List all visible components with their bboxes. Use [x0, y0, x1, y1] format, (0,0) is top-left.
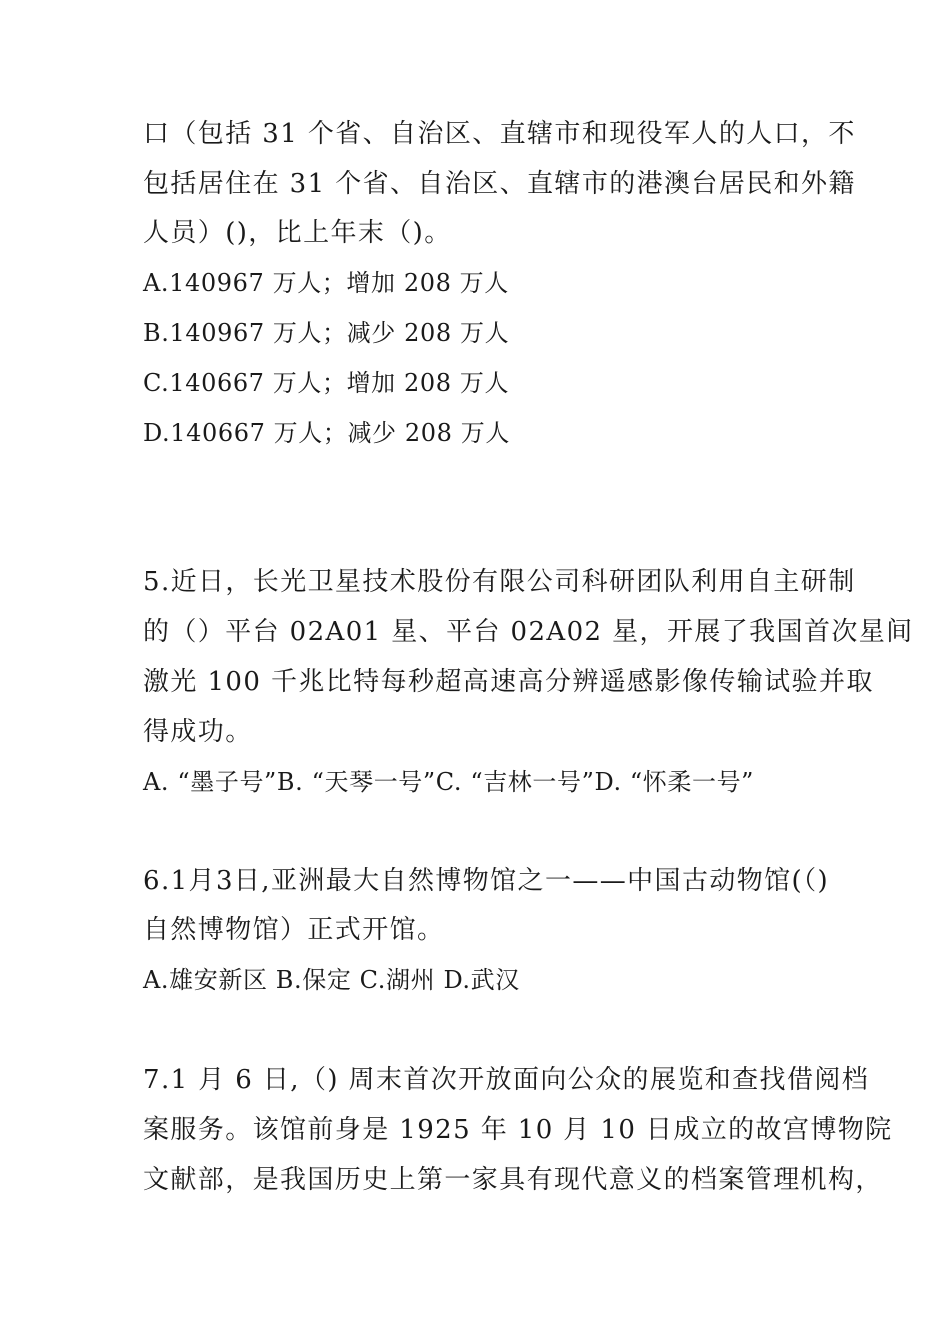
q7-line-3: 文献部，是我国历史上第一家具有现代意义的档案管理机构， [143, 1165, 883, 1195]
q6-options: A.雄安新区 B.保定 C.湖州 D.武汉 [143, 966, 520, 994]
q7-line-2: 案服务。该馆前身是 1925 年 10 月 10 日成立的故宫博物院 [143, 1115, 893, 1145]
q5-line-3: 激光 100 千兆比特每秒超高速高分辨遥感影像传输试验并取 [143, 667, 874, 697]
q6-line-1: 6.1月3日,亚洲最大自然博物馆之一——中国古动物馆(（) [143, 866, 830, 896]
q5-line-2: 的（）平台 02A01 星、平台 02A02 星，开展了我国首次星间 [143, 617, 914, 647]
q5-options: A. “墨子号”B. “天琴一号”C. “吉林一号”D. “怀柔一号” [143, 768, 755, 796]
q4-option-b: B.140967 万人；减少 208 万人 [143, 319, 510, 347]
q7-line-1: 7.1 月 6 日,（) 周末首次开放面向公众的展览和查找借阅档 [143, 1065, 870, 1095]
q4-line-1: 口（包括 31 个省、自治区、直辖市和现役军人的人口，不 [143, 119, 856, 149]
q4-option-d: D.140667 万人；减少 208 万人 [143, 419, 510, 447]
q4-line-2: 包括居住在 31 个省、自治区、直辖市的港澳台居民和外籍 [143, 169, 856, 199]
q5-line-4: 得成功。 [143, 717, 253, 747]
q4-line-3: 人员）()，比上年末（)。 [143, 218, 452, 248]
q4-option-c: C.140667 万人；增加 208 万人 [143, 369, 510, 397]
q5-line-1: 5.近日，长光卫星技术股份有限公司科研团队利用自主研制 [143, 567, 856, 597]
q6-line-2: 自然博物馆）正式开馆。 [143, 915, 445, 945]
q4-option-a: A.140967 万人；增加 208 万人 [143, 269, 509, 297]
